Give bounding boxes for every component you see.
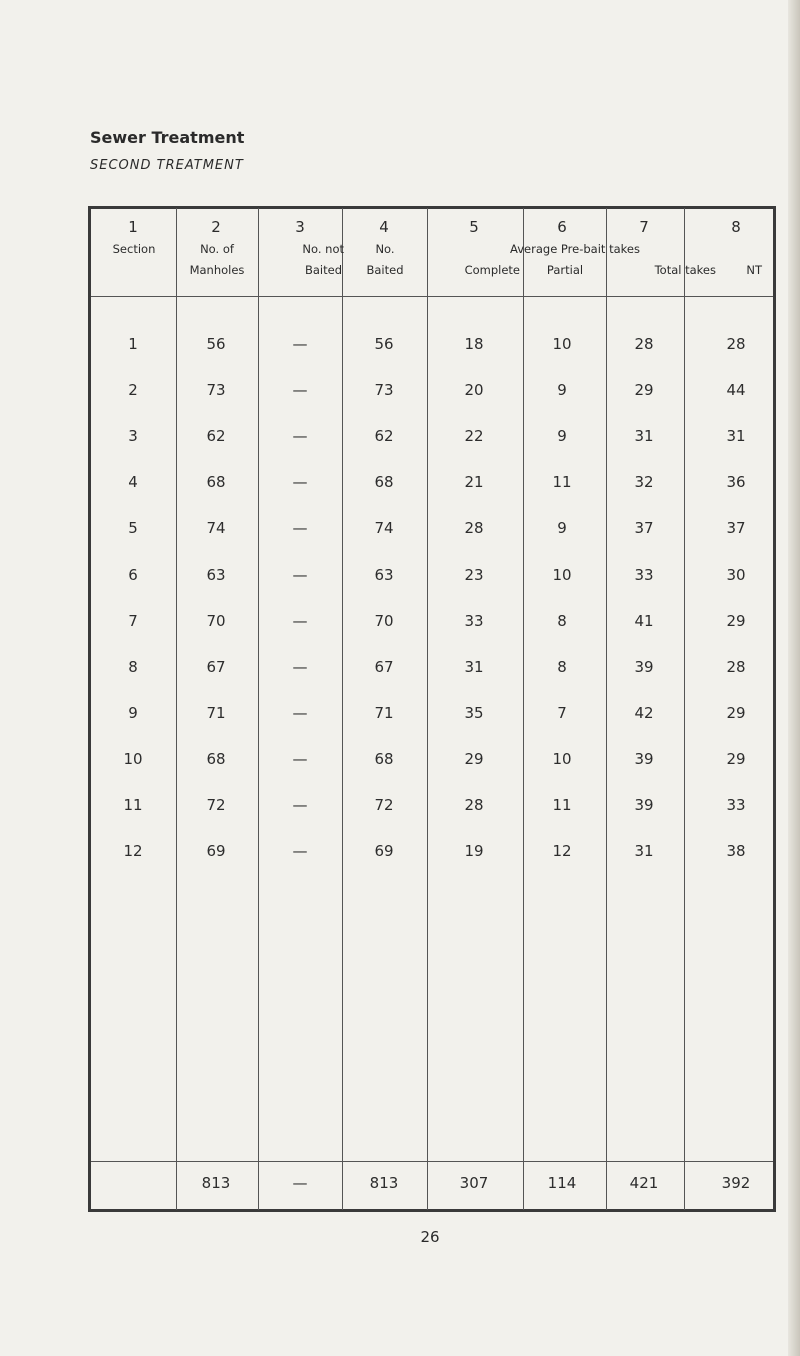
table-cell: 68 [206,749,226,768]
column-number: 7 [639,218,649,236]
table-cell: 74 [206,519,226,538]
column-number: 5 [469,218,479,236]
table-cell: 68 [374,473,394,492]
table-cell: 33 [726,796,746,814]
table-cell: — [292,565,308,584]
column-divider [258,208,259,1210]
totals-cell: 392 [721,1174,751,1192]
table-cell: 56 [374,335,394,353]
table-cell: 67 [374,657,394,676]
totals-cell: 421 [629,1174,659,1192]
table-cell: 28 [464,796,484,814]
table-cell: — [292,427,308,446]
table-cell: 56 [206,335,226,353]
table-cell: 20 [464,381,484,400]
column-divider [523,208,524,1210]
header-divider [91,296,773,297]
table-cell: 8 [557,611,567,630]
table-cell: — [292,335,308,353]
table-cell: — [292,657,308,676]
table-cell: 9 [557,427,567,446]
table-cell: 38 [726,842,746,861]
table-cell: — [292,842,308,861]
table-cell: 41 [634,611,654,630]
table-cell: 39 [634,796,654,814]
page-title: Sewer Treatment [90,128,245,147]
table-cell: 19 [464,842,484,861]
table-cell: 9 [557,519,567,538]
table-cell: 8 [128,657,138,676]
table-cell: 28 [464,519,484,538]
table-cell: 69 [206,842,226,861]
header-manholes: No. of [200,242,234,256]
table-cell: 18 [464,335,484,353]
table-cell: 29 [726,703,746,722]
table-cell: 70 [206,611,226,630]
table-cell: — [292,381,308,400]
column-divider [606,208,607,1210]
table-cell: 63 [206,565,226,584]
table-cell: 37 [634,519,654,538]
table-cell: 33 [634,565,654,584]
table-cell: 31 [634,842,654,861]
table-cell: 12 [552,842,572,861]
header-partial: Partial [546,263,584,277]
totals-cell: 114 [547,1174,577,1192]
page-subtitle: SECOND TREATMENT [90,158,244,173]
table-cell: 23 [464,565,484,584]
header-baited: No. [375,242,395,256]
table-cell: 11 [123,796,143,814]
totals-cell: 813 [369,1174,399,1192]
table-cell: 73 [374,381,394,400]
table-cell: 2 [128,381,138,400]
table-cell: 70 [374,611,394,630]
header-complete: Complete [464,263,520,277]
table-cell: 32 [634,473,654,492]
table-cell: 31 [726,427,746,446]
table-cell: 30 [726,565,746,584]
table-cell: 28 [726,657,746,676]
table-cell: 72 [206,796,226,814]
table-cell: 71 [374,703,394,722]
table-cell: 8 [557,657,567,676]
table-cell: 9 [128,703,138,722]
totals-cell: 813 [201,1174,231,1192]
table-cell: 29 [634,381,654,400]
table-cell: 68 [374,749,394,768]
column-divider [176,208,177,1210]
column-number: 3 [295,218,305,236]
table-cell: 1 [128,335,138,353]
page-edge-shadow [788,0,800,1356]
table-cell: 69 [374,842,394,861]
table-cell: 4 [128,473,138,492]
table-cell: 62 [374,427,394,446]
header-not-baited: No. not [302,242,344,256]
table-cell: 29 [464,749,484,768]
table-cell: 12 [123,842,143,861]
table-cell: 74 [374,519,394,538]
table-cell: 44 [726,381,746,400]
table-cell: 42 [634,703,654,722]
table-cell: — [292,473,308,492]
page-number: 26 [420,1228,440,1246]
table-cell: 10 [552,749,572,768]
table-cell: 72 [374,796,394,814]
column-number: 2 [211,218,221,236]
table-cell: 10 [552,335,572,353]
table-cell: — [292,703,308,722]
table-cell: 33 [464,611,484,630]
column-number: 1 [128,218,138,236]
header-total-takes: Total takes [654,263,716,277]
table-cell: — [292,796,308,814]
table-cell: 21 [464,473,484,492]
table-cell: 31 [634,427,654,446]
table-cell: 68 [206,473,226,492]
column-divider [684,208,685,1210]
table-cell: 22 [464,427,484,446]
header-baited: Baited [366,263,404,277]
table-cell: 5 [128,519,138,538]
totals-cell: — [292,1174,308,1192]
table-cell: — [292,749,308,768]
table-cell: — [292,519,308,538]
table-cell: 73 [206,381,226,400]
table-cell: 39 [634,749,654,768]
table-cell: 31 [464,657,484,676]
header-nt: NT [746,263,762,277]
table-cell: 36 [726,473,746,492]
table-cell: 28 [726,335,746,353]
table-cell: 6 [128,565,138,584]
table-cell: 3 [128,427,138,446]
table-cell: 39 [634,657,654,676]
table-cell: 35 [464,703,484,722]
column-number: 4 [379,218,389,236]
totals-divider [91,1161,773,1162]
table-cell: 62 [206,427,226,446]
column-number: 8 [731,218,741,236]
column-number: 6 [557,218,567,236]
table-cell: — [292,611,308,630]
table-cell: 11 [552,796,572,814]
column-divider [342,208,343,1210]
header-average-pre-bait-takes: Average Pre-bait takes [510,242,640,256]
header-section: Section [112,242,156,256]
table-cell: 10 [552,565,572,584]
table-cell: 9 [557,381,567,400]
table-cell: 11 [552,473,572,492]
table-cell: 37 [726,519,746,538]
totals-cell: 307 [459,1174,489,1192]
table-cell: 10 [123,749,143,768]
header-not-baited: Baited [304,263,342,277]
column-divider [427,208,428,1210]
table-cell: 67 [206,657,226,676]
table-cell: 7 [128,611,138,630]
table-cell: 29 [726,611,746,630]
table-cell: 71 [206,703,226,722]
table-cell: 29 [726,749,746,768]
header-manholes: Manholes [189,263,245,277]
table-cell: 63 [374,565,394,584]
table-cell: 28 [634,335,654,353]
table-cell: 7 [557,703,567,722]
